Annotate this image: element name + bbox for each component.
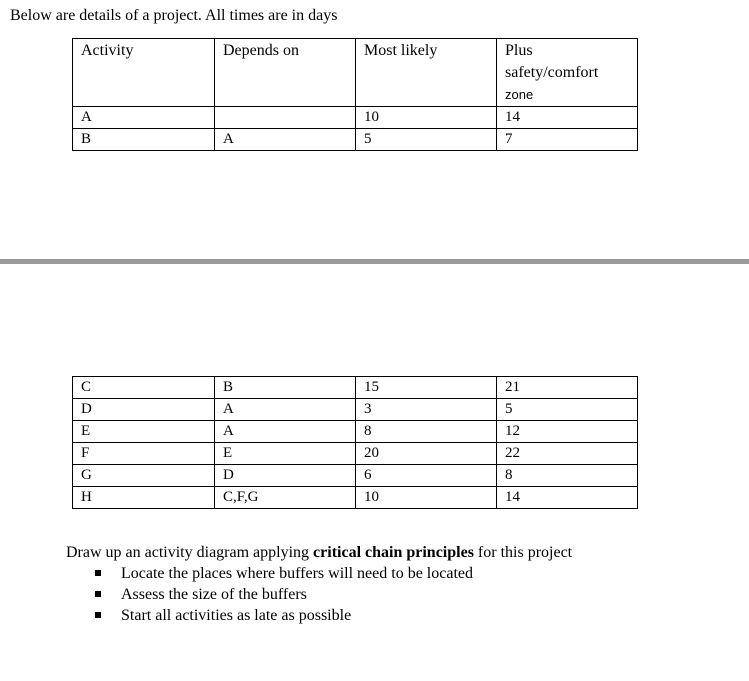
bullet-icon <box>95 591 101 597</box>
cell-activity: D <box>73 399 215 421</box>
cell-plus: 21 <box>497 377 638 399</box>
cell-activity: H <box>73 487 215 509</box>
cell-most-likely: 10 <box>356 487 497 509</box>
table-row <box>73 399 638 421</box>
table-row <box>73 487 638 509</box>
header-most-likely: Most likely <box>356 39 497 107</box>
cell-most-likely: 6 <box>356 465 497 487</box>
cell-depends: E <box>215 443 356 465</box>
cell-activity: A <box>73 107 215 129</box>
cell-activity: F <box>73 443 215 465</box>
bullet-text: Assess the size of the buffers <box>121 586 307 603</box>
header-plus-line1: Plus <box>505 42 533 59</box>
cell-activity: B <box>73 129 215 151</box>
cell-most-likely: 20 <box>356 443 497 465</box>
cell-most-likely: 15 <box>356 377 497 399</box>
lead-bold: critical chain principles <box>313 544 474 561</box>
instructions-lead <box>66 542 572 563</box>
cell-plus: 14 <box>497 107 638 129</box>
lead-after: for this project <box>473 544 573 561</box>
page-divider <box>0 259 749 264</box>
cell-activity: E <box>73 421 215 443</box>
intro-text: Below are details of a project. All times are in days <box>10 7 338 24</box>
list-item <box>66 605 572 626</box>
cell-most-likely: 5 <box>356 129 497 151</box>
bullet-icon <box>95 570 101 576</box>
cell-plus: 5 <box>497 399 638 421</box>
list-item <box>66 584 572 605</box>
header-plus-line2: safety/comfort <box>505 64 599 81</box>
header-activity: Activity <box>73 39 215 107</box>
table-row <box>73 129 638 151</box>
cell-depends: A <box>215 421 356 443</box>
table-row <box>73 465 638 487</box>
cell-most-likely: 8 <box>356 421 497 443</box>
table-row <box>73 377 638 399</box>
cell-activity: G <box>73 465 215 487</box>
cell-depends: D <box>215 465 356 487</box>
cell-most-likely: 10 <box>356 107 497 129</box>
list-item <box>66 563 572 584</box>
table-header-row <box>73 39 638 107</box>
instructions-list <box>66 563 572 626</box>
bullet-text: Locate the places where buffers will need to be located <box>121 565 473 582</box>
cell-activity: C <box>73 377 215 399</box>
header-plus-safety <box>497 39 638 107</box>
cell-depends: B <box>215 377 356 399</box>
table-row <box>73 107 638 129</box>
table-row <box>73 421 638 443</box>
header-plus-line3: zone <box>505 87 534 102</box>
cell-plus: 22 <box>497 443 638 465</box>
cell-plus: 8 <box>497 465 638 487</box>
instructions <box>66 542 572 626</box>
cell-depends: A <box>215 399 356 421</box>
cell-plus: 7 <box>497 129 638 151</box>
bullet-text: Start all activities as late as possible <box>121 607 352 624</box>
activity-table-top <box>72 38 638 151</box>
cell-depends <box>215 107 356 129</box>
table-row <box>73 443 638 465</box>
activity-table-bottom <box>72 376 638 509</box>
bullet-icon <box>95 612 101 618</box>
cell-most-likely: 3 <box>356 399 497 421</box>
cell-plus: 14 <box>497 487 638 509</box>
lead-before: Draw up an activity diagram applying <box>66 544 314 561</box>
header-depends-on: Depends on <box>215 39 356 107</box>
cell-depends: C,F,G <box>215 487 356 509</box>
cell-plus: 12 <box>497 421 638 443</box>
cell-depends: A <box>215 129 356 151</box>
